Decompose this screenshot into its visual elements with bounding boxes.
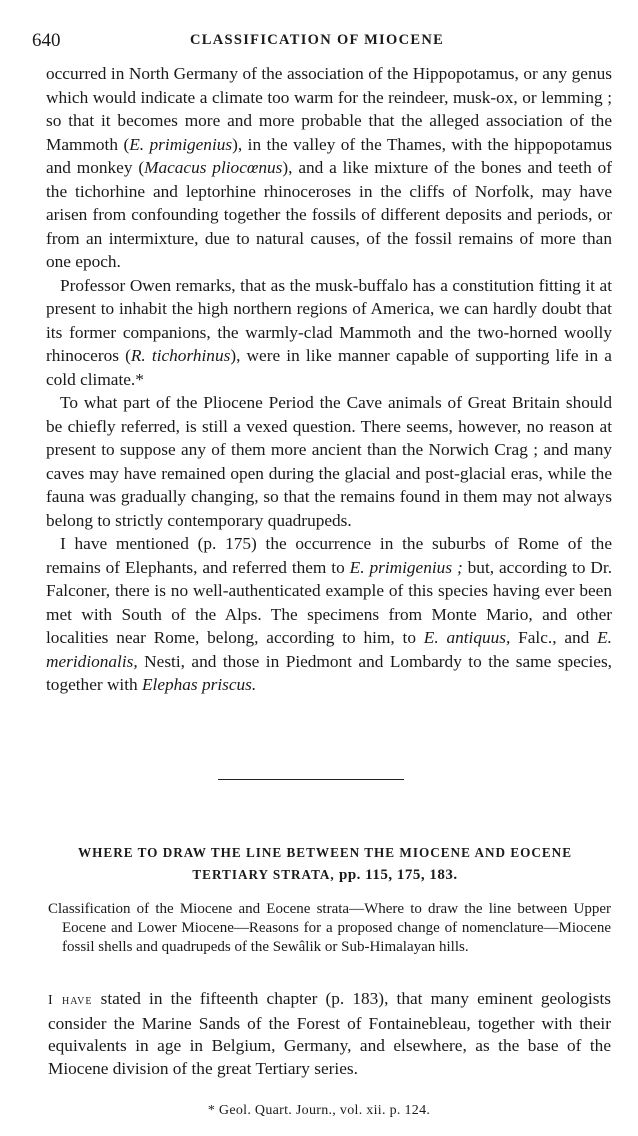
- text-run: Falc., and: [510, 628, 598, 647]
- italic-run: E. antiquus,: [423, 628, 511, 647]
- italic-run: R. tichorhinus: [130, 346, 231, 365]
- opening-text: stated in the fifteenth chapter (p. 183), that many eminent geologists consider the Marine Sands of the Forest of Fontainebleau, together with their equivalents in age in Belgium, Germany, and elsewhere, as the base of the Miocene division of the great Tertiary series.: [48, 989, 611, 1078]
- paragraph-1: [46, 62, 612, 274]
- section-divider: [218, 779, 404, 780]
- italic-run: Elephas priscus.: [141, 675, 257, 694]
- page-number: 640: [32, 30, 61, 51]
- section-heading: [40, 842, 610, 886]
- running-title: CLASSIFICATION OF MIOCENE: [190, 32, 445, 48]
- body-text: [46, 62, 612, 697]
- italic-run: E. primigenius: [129, 134, 233, 154]
- section-title-line-2: [40, 864, 610, 886]
- text-run: but, according to Dr. Falconer, there is no well-authenticated example of this species having ever been met with South of the Alps. The specimens from Monte Mario, and other localities near Rome, belong, according to him, to: [46, 557, 613, 647]
- text-run: ), were in like manner capable of supporting life in a cold climate.*: [46, 346, 612, 389]
- text-run: To what part of the Pliocene Period the Cave animals of Great Britain should be chiefly referred, is still a vexed question. There seems, however, no reason at present to suppose any of them more ancient than the Norwich Crag ; and many caves may have remained open during the glacial and post-glacial eras, while the fauna was gradually changing, so that the remains found in them may not always belong to strictly contemporary quadrupeds.: [46, 393, 612, 530]
- section-title-line-1: WHERE TO DRAW THE LINE BETWEEN THE MIOCENE AND EOCENE: [77, 845, 573, 860]
- italic-run: Macacus pliocœnus: [144, 158, 283, 177]
- opening-smallcaps: I have: [48, 993, 93, 1008]
- synopsis-text: Classification of the Miocene and Eocene strata—Where to draw the line between Upper Eocene and Lower Miocene—Reasons for a proposed change of nomenclature—Miocene fossil shells and quadrupeds of the Sewâlik or Sub-Himalayan hills.: [48, 901, 611, 955]
- section-title-pages: pp. 115, 175, 183.: [339, 867, 458, 883]
- opening-paragraph: [48, 988, 611, 1080]
- paragraph-2: [46, 274, 612, 392]
- text-run: ), and a like mixture of the bones and teeth of the tichorhine and leptorhine rhinoceroses in the cliffs of Norfolk, may have arisen from confounding together the fossils of different deposits and periods, or from an intermixture, due to natural causes, of the fossil remains of more than one epoch.: [46, 158, 612, 271]
- paragraph-4: [46, 532, 612, 697]
- chapter-synopsis: [48, 900, 611, 957]
- text-run: Nesti, and those in Piedmont and Lombardy to the same species, together with: [46, 651, 612, 694]
- paragraph-3: [46, 391, 612, 532]
- italic-run: E. meridionalis,: [46, 628, 612, 671]
- text-run: occurred in North Germany of the association of the Hippopotamus, or any genus which would indicate a climate too warm for the reindeer, musk-ox, or lemming ; so that it becomes more and more probable that the alleged association of the Mammoth (: [46, 64, 612, 154]
- footnote: * Geol. Quart. Journ., vol. xii. p. 124.: [207, 1103, 431, 1118]
- section-title-strata: TERTIARY STRATA,: [192, 867, 335, 882]
- text-run: I have mentioned (p. 175) the occurrence in the suburbs of Rome of the remains of Elephants, and referred them to: [46, 534, 612, 577]
- page-header: [30, 30, 615, 54]
- text-run: ), in the valley of the Thames, with the hippopotamus and monkey (: [46, 134, 613, 177]
- text-run: Professor Owen remarks, that as the musk-buffalo has a constitution fitting it at present to inhabit the high northern regions of America, we can hardly doubt that its former companions, the warmly-clad Mammoth and the two-horned woolly rhinoceros (: [46, 275, 612, 365]
- italic-run: E. primigenius ;: [349, 557, 463, 577]
